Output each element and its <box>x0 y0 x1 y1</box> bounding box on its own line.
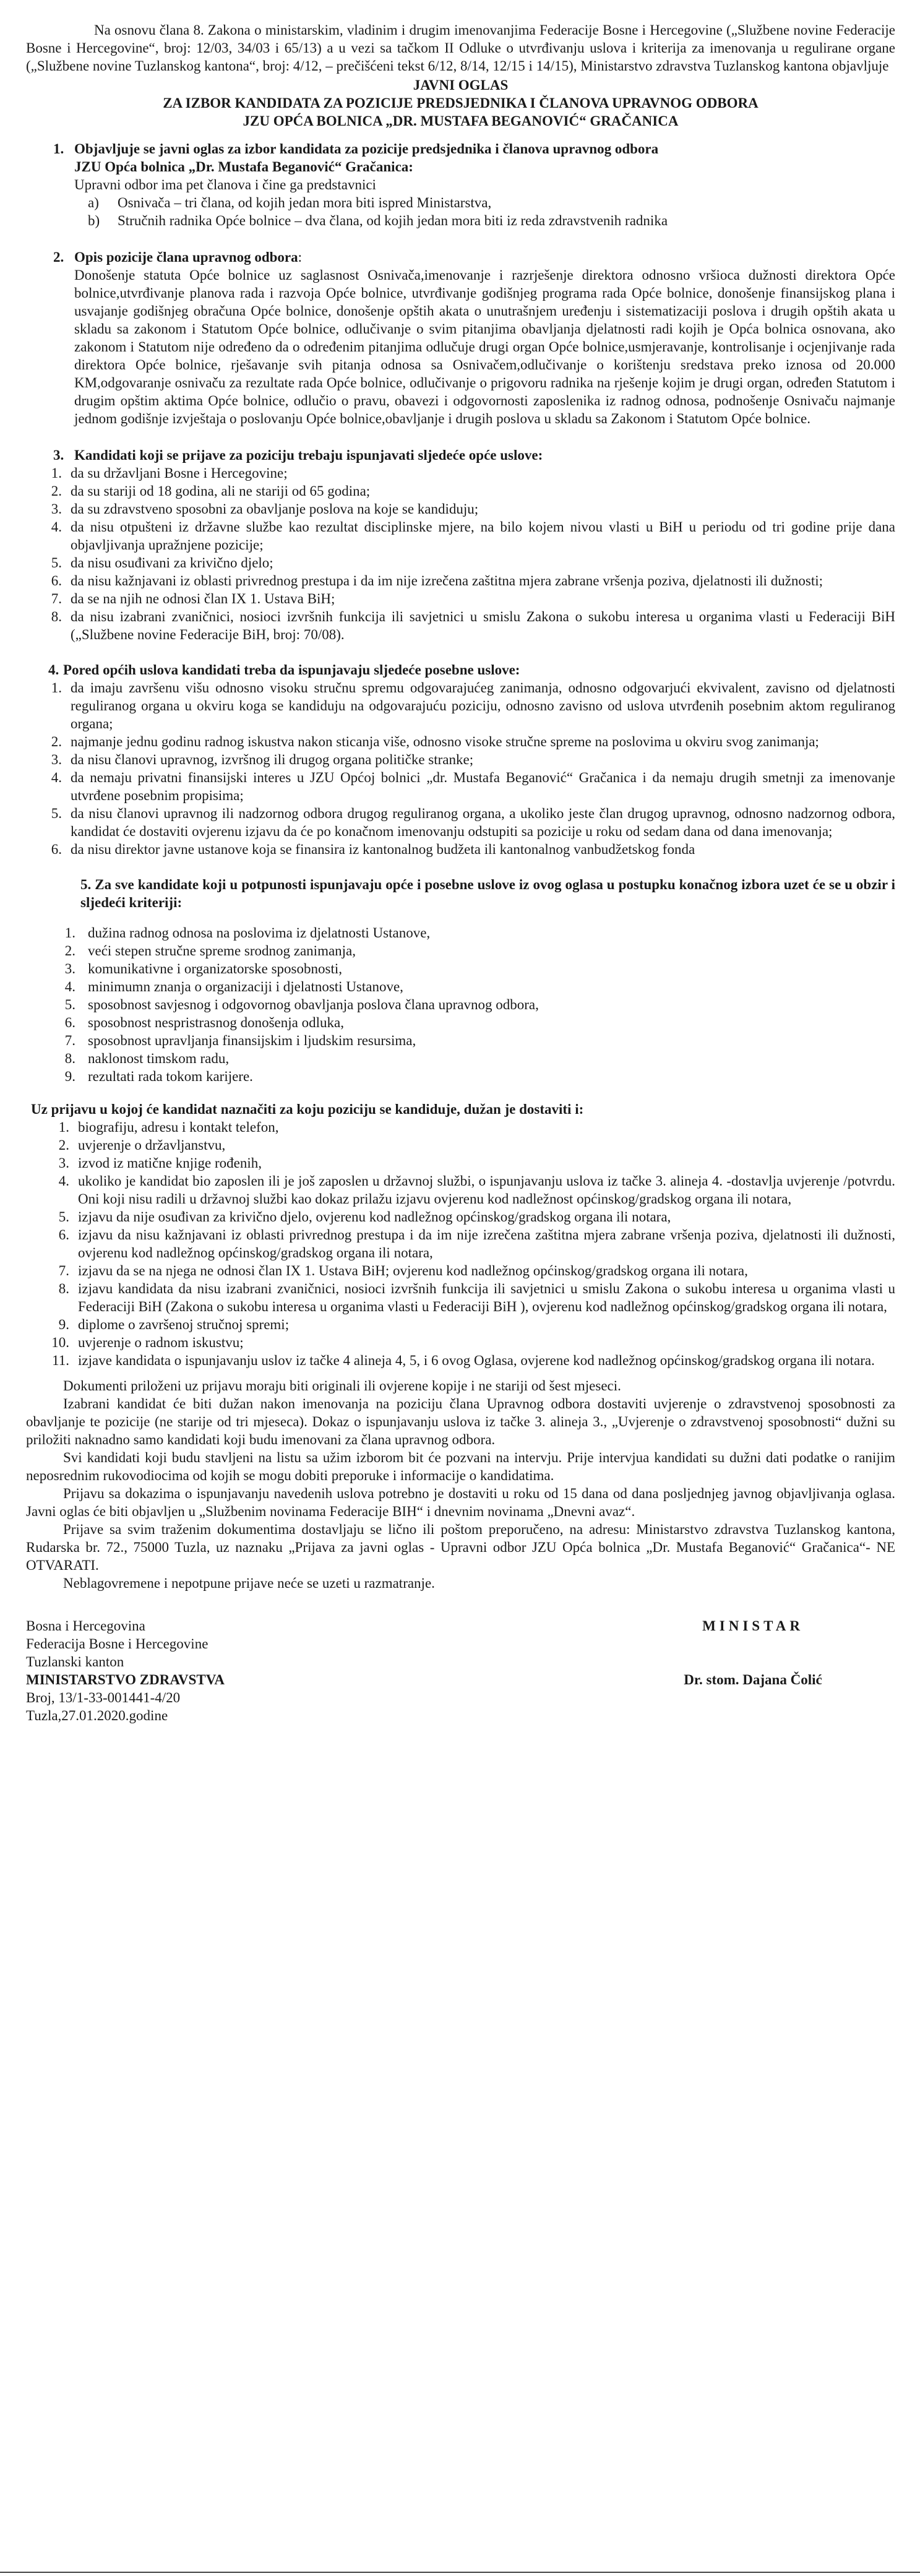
list-item-number: 6. <box>58 1227 69 1243</box>
list-item-number: 5. <box>64 997 75 1012</box>
title-line-3: JZU OPĆA BOLNICA „DR. MUSTAFA BEGANOVIĆ“ GRAČANICA <box>243 113 679 129</box>
list-item-text: da su stariji od 18 godina, ali ne stariji od 65 godina; <box>71 483 371 499</box>
list-item-text: izvod iz matične knjige rođenih, <box>78 1155 262 1171</box>
list-item <box>26 1316 895 1333</box>
list-item-text: da nisu članovi upravnog, izvršnog ili drugog organa političke stranke; <box>71 752 474 767</box>
list-item-number: 9. <box>58 1317 69 1332</box>
list-item <box>26 590 895 608</box>
list-item <box>26 608 895 644</box>
section-4-heading <box>26 661 895 679</box>
list-item-text: izjavu da se na njega ne odnosi član IX 1. Ustava BiH; ovjerenu kod nadležnog općinskog/gradskog organa ili notara, <box>78 1263 748 1278</box>
section-1-item <box>88 194 895 212</box>
list-item-number: 3. <box>51 752 62 767</box>
list-item-text: diplome o završenoj stručnoj spremi; <box>78 1317 290 1332</box>
list-item-text: izjavu da nije osuđivan za krivično djelo, ovjerenu kod nadležnog općinskog/gradskog organa ili notara, <box>78 1209 671 1225</box>
list-item-text: da imaju završenu višu odnosno visoku stručnu spremu odgovarajućeg zanimanja, odnosno odgovarjući ekvivalent, zavisno od djelatnosti reguliranog organa u okviru koga se kandiduju na odgovarajuću poziciju, odnosno zavisno od uslova utvrđenih posebnim aktom reguliranog organa; <box>71 680 895 731</box>
section-1 <box>26 140 895 230</box>
list-item-text: najmanje jednu godinu radnog iskustva nakon sticanja više, odnosno visoke stručne spreme na poslovima u okviru svog zanimanja; <box>71 734 819 749</box>
list-item <box>26 1067 895 1085</box>
section-2-heading: 2. Opis pozicije člana upravnog odbora: <box>53 249 303 265</box>
list-item-number: 9. <box>64 1069 75 1084</box>
section-2-number: 2. <box>53 249 64 265</box>
notice-title <box>26 76 895 130</box>
list-item-text: minimumn znanja o organizaciji i djelatnosti Ustanove, <box>88 979 403 994</box>
list-item-number: 7. <box>64 1033 75 1048</box>
list-item-number: 1. <box>51 680 62 696</box>
section-5-heading-text: 5. Za sve kandidate koji u potpunosti ispunjavaju opće i posebne uslove iz ovog oglasa u postupku konačnog izbora uzet će se u obzir i sljedeći kriteriji: <box>80 877 895 910</box>
list-item <box>26 1118 895 1136</box>
list-item-number: 11. <box>52 1353 69 1368</box>
title-line-1: JAVNI OGLAS <box>413 77 509 93</box>
list-item-number: 4. <box>58 1173 69 1189</box>
issuer-ministry: MINISTARSTVO ZDRAVSTVA <box>26 1672 225 1687</box>
section-2-heading-text: Opis pozicije člana upravnog odbora <box>74 249 298 265</box>
closing-paragraph: Prijave sa svim traženim dokumentima dostavljaju se lično ili poštom preporučeno, na adresu: Ministarstvo zdravstva Tuzlanskog kantona, Rudarska br. 72., 75000 Tuzla, uz naznaku „Prijava za javni oglas - Upravni odbor JZU Opća bolnica „Dr. Mustafa Beganović“ Gračanica“- NE OTVARATI. <box>26 1522 895 1573</box>
list-item-number: 6. <box>64 1015 75 1030</box>
list-item-number: 2. <box>58 1137 69 1153</box>
list-item-text: izjavu kandidata da nisu izabrani zvaničnici, nosioci izvršnih funkcija ili savjetnici u smislu Zakona o sukobu interesa u organima vlasti u Federaciji BiH (Zakona o sukobu interesa u organima vlasti u Federaciji BiH ), ovjerenu kod nadležnog općinskog/gradskog organa ili notara, <box>78 1281 895 1314</box>
section-3-heading-text: Kandidati koji se prijave za poziciju trebaju ispunjavati sljedeće opće uslove: <box>74 447 543 463</box>
closing-paragraph: Prijavu sa dokazima o ispunjavanju navedenih uslova potrebno je dostaviti u roku od 15 dana od dana posljednjeg javnog objavljivanja oglasa. Javni oglas će biti objavljen u „Službenim novinama Federacije BIH“ i dnevnim novinama „Dnevni avaz“. <box>26 1486 895 1519</box>
issuer-country: Bosna i Hercegovina <box>26 1618 145 1634</box>
list-item <box>26 978 895 996</box>
list-item <box>26 679 895 733</box>
issuer-canton: Tuzlanski kanton <box>26 1654 124 1669</box>
section-1-heading <box>26 140 895 158</box>
list-item <box>26 1280 895 1316</box>
list-item-text: ukoliko je kandidat bio zaposlen ili je još zaposlen u državnoj službi, o ispunjavanju uslova iz tačke 3. alineja 4. -dostavlja uvjerenje /potvrdu. Oni koji nisu radili u državnoj službi kao dokaz prilažu izjavu ovjerenu kod nadležnost općinskog/gradskog organa ili notara, <box>78 1173 895 1207</box>
list-item-number: 4. <box>64 979 75 994</box>
list-item <box>26 996 895 1014</box>
section-5-list <box>26 924 895 1085</box>
list-item <box>26 1154 895 1172</box>
list-item-text: sposobnost nespristrasnog donošenja odluka, <box>88 1015 344 1030</box>
document-footer <box>26 1617 895 1725</box>
signature-block <box>611 1617 895 1725</box>
list-item <box>26 1208 895 1226</box>
list-item <box>26 1014 895 1032</box>
list-item-number: 2. <box>51 734 62 749</box>
list-item-number: 6. <box>51 842 62 857</box>
list-item <box>26 1136 895 1154</box>
list-item-number: 5. <box>58 1209 69 1225</box>
list-item <box>26 464 895 482</box>
section-1-intro: Upravni odbor ima pet članova i čine ga predstavnici <box>74 177 376 192</box>
section-4-number: 4. <box>48 662 59 678</box>
list-item <box>26 804 895 840</box>
bottom-edge-line <box>0 2572 920 2573</box>
list-item-text: veći stepen stručne spreme srodnog zanimanja, <box>88 943 356 958</box>
list-item-text: izjavu da nisu kažnjavani iz oblasti privrednog prestupa i da im nije izrečena zaštitna mjera zabrane vršenja poziva, djelatnosti ili dužnosti, ovjerenu kod nadležnog općinskog/gradskog organa ili notara, <box>78 1227 895 1260</box>
closing-paragraphs <box>26 1377 895 1592</box>
list-item <box>26 500 895 518</box>
section-3-list <box>26 464 895 644</box>
list-item <box>26 1351 895 1369</box>
list-item-text: biografiju, adresu i kontakt telefon, <box>78 1119 279 1135</box>
list-item-text: da nisu kažnjavani iz oblasti privrednog prestupa i da im nije izrečena zaštitna mjera zabrane vršenja poziva, djelatnosti ili dužnosti; <box>71 573 823 588</box>
intro-paragraph: Na osnovu člana 8. Zakona o ministarskim, vladinim i drugim imenovanjima Federacije Bosne i Hercegovine („Službene novine Federacije Bosne i Hercegovine“, broj: 12/03, 34/03 i 65/13) a u vezi sa tačkom II Odluke o utvrđivanju uslova i kriterija za imenovanja u regulirane organe („Službene novine Tuzlanskog kantona“, broj: 4/12, – prečišćeni tekst 6/12, 8/14, 12/15 i 14/15), Ministarstvo zdravstva Tuzlanskog kantona objavljuje <box>26 22 895 74</box>
documents-list <box>26 1118 895 1369</box>
list-item-text: uvjerenje o radnom iskustvu; <box>78 1335 244 1350</box>
list-item <box>26 1032 895 1049</box>
list-item-number: 1. <box>58 1119 69 1135</box>
list-item-text: da se na njih ne odnosi član IX 1. Ustava BiH; <box>71 591 335 606</box>
list-item <box>26 1049 895 1067</box>
list-item <box>26 518 895 554</box>
closing-paragraph: Svi kandidati koji budu stavljeni na listu sa užim izborom bit će pozvani na intervju. Prije intervjua kandidati su dužni dati podatke o ranijim neposrednim rukovodiocima od kojih se mogu dobiti preporuke i informacije o kandidatima. <box>26 1450 895 1483</box>
closing-paragraph: Neblagovremene i nepotpune prijave neće se uzeti u razmatranje. <box>63 1575 435 1591</box>
list-item-number: 4. <box>51 519 62 535</box>
list-item <box>26 1262 895 1280</box>
list-item-text: sposobnost savjesnog i odgovornog obavljanja poslova člana upravnog odbora, <box>88 997 539 1012</box>
list-item-text: da nemaju privatni finansijski interes u JZU Općoj bolnici „dr. Mustafa Beganović“ Gračanica i da nemaju drugih smetnji za imenovanje utvrđene posebnim propisima; <box>71 770 895 803</box>
section-1-item-text: Stručnih radnika Opće bolnice – dva člana, od kojih jedan mora biti iz reda zdravstvenih radnika <box>118 213 668 228</box>
list-item-number: 1. <box>51 465 62 481</box>
list-item-number: 7. <box>58 1263 69 1278</box>
list-item-number: 8. <box>64 1051 75 1066</box>
list-item <box>26 840 895 858</box>
list-item-number: 8. <box>51 609 62 624</box>
list-item-text: rezultati rada tokom karijere. <box>88 1069 253 1084</box>
section-2-body: Donošenje statuta Opće bolnice uz saglasnost Osnivača,imenovanje i razrješenje direktora odnosno vršioca dužnosti direktora Opće bolnice,utvrđivanje planova rada i razvoja Opće bolnice, utvrđivanje godišnjeg programa rada Opće bolnice, donošenje finansijskog plana i usvajanje godišnjeg obračuna Opće bolnice, donošenje opštih akata o unutrašnjem uređenju i sistematizaciji poslova i drugih opštih akata u skladu sa zakonom i Statutom Opće bolnice, odlučivanje o svim pitanjima obavljanja djelatnosti radi kojih je Opća bolnica osnovana, ako zakonom i Statutom nije određeno da o određenim pitanjima odlučuje drugi organ Opće bolnice,usmjeravanje, kontrolisanje i ocjenjivanje rada direktora Opće bolnice, rješavanje svih pitanja odnosa sa Osnivačem,odlučivanje o korištenju sredstava preko iznosa od 20.000 KM,odgovaranje osnivaču za rezultate rada Opće bolnice, odlučivanje o prigovoru radnika na rješenje kojim je drugi organ, određen Statutom i drugim opštim aktima Opće bolnice, odlučio o pravu, obavezi i odgovornosti zaposlenika iz radnog odnosa, podnošenje Osnivaču najmanje jednom godišnje izvještaja o poslovanju Opće bolnice,obavljanje i drugih poslova u skladu sa Zakonom i Statutom Opće bolnice. <box>74 267 895 426</box>
list-item-text: sposobnost upravljanja finansijskim i ljudskim resursima, <box>88 1033 416 1048</box>
list-item-number: 5. <box>51 806 62 821</box>
section-3 <box>26 446 895 644</box>
list-item-number: 10. <box>51 1335 69 1350</box>
list-item <box>26 572 895 590</box>
list-item-text: da nisu izabrani zvaničnici, nosioci izvršnih funkcija ili savjetnici u smislu Zakona o sukobu interesa u organima vlasti u Federaciji BiH („Službene novine Federacije BiH, broj: 70/08). <box>71 609 895 642</box>
list-item-text: uvjerenje o državljanstvu, <box>78 1137 226 1153</box>
list-item <box>26 733 895 751</box>
list-item <box>26 751 895 769</box>
list-item-text: izjave kandidata o ispunjavanju uslov iz tačke 4 alineja 4, 5, i 6 ovog Oglasa, ovjerene kod nadležnog općinskog/gradskog organa ili notara. <box>78 1353 875 1368</box>
list-item-text: komunikativne i organizatorske sposobnosti, <box>88 961 342 976</box>
list-item <box>26 1333 895 1351</box>
list-item-number: 1. <box>64 925 75 941</box>
list-item-number: 6. <box>51 573 62 588</box>
list-item-number: 3. <box>51 501 62 517</box>
list-item-text: da nisu članovi upravnog ili nadzornog odbora drugog reguliranog organa, a ukoliko jeste član drugog upravnog, odnosno nadzornog odbora, kandidat će dostaviti ovjerenu izjavu da će po konačnom imenovanju odstupiti sa pozicije u roku od sedam dana od dana imenovanja; <box>71 806 895 839</box>
list-item-number: 4. <box>51 770 62 785</box>
section-3-number: 3. <box>53 447 64 463</box>
list-item-number: 2. <box>64 943 75 958</box>
section-1-heading-text: Objavljuje se javni oglas za izbor kandidata za pozicije predsjednika i članova upravnog odbora <box>74 141 659 157</box>
section-2 <box>26 248 895 428</box>
reference-number: Broj, 13/1-33-001441-4/20 <box>26 1690 181 1705</box>
section-4-list <box>26 679 895 858</box>
list-item-text: naklonost timskom radu, <box>88 1051 230 1066</box>
list-item-text: da su državljani Bosne i Hercegovine; <box>71 465 288 481</box>
closing-paragraph: Izabrani kandidat će biti dužan nakon imenovanja na poziciju člana Upravnog odbora dostaviti uvjerenje o zdravstvenoj sposobnosti za obavljanje te pozicije (ne starije od tri mjeseca). Dokaz o ispunjavanju uslova iz tačke 3. alineja 3., „Uvjerenje o zdravstvenoj sposobnosti“ dužni su priložiti naknadno samo kandidati koji budu imenovani za člana upravnog odbora. <box>26 1396 895 1447</box>
section-1-item-text: Osnivača – tri člana, od kojih jedan mora biti ispred Ministarstva, <box>118 195 492 210</box>
issuer-block <box>26 1617 372 1725</box>
list-item-number: 2. <box>51 483 62 499</box>
list-item <box>26 1172 895 1208</box>
section-4 <box>26 661 895 858</box>
list-item-number: 3. <box>58 1155 69 1171</box>
list-item-number: 7. <box>51 591 62 606</box>
list-item-text: da su zdravstveno sposobni za obavljanje poslova na koje se kandiduju; <box>71 501 479 517</box>
list-item-text: da nisu otpušteni iz državne službe kao rezultat disciplinske mjere, na bilo kojem nivou vlasti u BiH u periodu od tri godine prije dana objavljivanja upražnjene pozicije; <box>71 519 895 553</box>
list-item <box>26 924 895 942</box>
section-1-number: 1. <box>53 141 64 157</box>
list-item <box>26 942 895 960</box>
section-3-heading <box>26 446 895 464</box>
list-item-text: da nisu osuđivani za krivično djelo; <box>71 555 273 571</box>
minister-title: MINISTAR <box>702 1618 804 1634</box>
section-1-item-label: a) <box>88 195 99 210</box>
section-1-heading-line-2: JZU Opća bolnica „Dr. Mustafa Beganović“ Gračanica: <box>74 159 413 174</box>
minister-name: Dr. stom. Dajana Čolić <box>684 1672 822 1687</box>
issue-date: Tuzla,27.01.2020.godine <box>26 1708 168 1723</box>
documents-heading: Uz prijavu u kojoj će kandidat naznačiti za koju poziciju se kandiduje, dužan je dostaviti i: <box>31 1101 584 1117</box>
section-5-heading <box>26 876 895 911</box>
issuer-federation: Federacija Bosne i Hercegovine <box>26 1636 209 1652</box>
list-item-number: 5. <box>51 555 62 571</box>
list-item <box>26 554 895 572</box>
list-item-text: da nisu direktor javne ustanove koja se finansira iz kantonalnog budžeta ili kantonalnog vanbudžetskog fonda <box>71 842 695 857</box>
title-line-2: ZA IZBOR KANDIDATA ZA POZICIJE PREDSJEDNIKA I ČLANOVA UPRAVNOG ODBORA <box>163 95 759 111</box>
list-item-number: 3. <box>64 961 75 976</box>
list-item <box>26 960 895 978</box>
section-1-item-label: b) <box>88 213 100 228</box>
list-item <box>26 769 895 804</box>
section-1-item <box>88 212 895 230</box>
list-item <box>26 482 895 500</box>
list-item-number: 8. <box>58 1281 69 1296</box>
list-item <box>26 1226 895 1262</box>
closing-paragraph: Dokumenti priloženi uz prijavu moraju biti originali ili ovjerene kopije i ne stariji od šest mjeseci. <box>63 1378 621 1394</box>
list-item-text: dužina radnog odnosa na poslovima iz djelatnosti Ustanove, <box>88 925 431 941</box>
section-4-heading-text: Pored općih uslova kandidati treba da ispunjavaju sljedeće posebne uslove: <box>63 662 520 678</box>
